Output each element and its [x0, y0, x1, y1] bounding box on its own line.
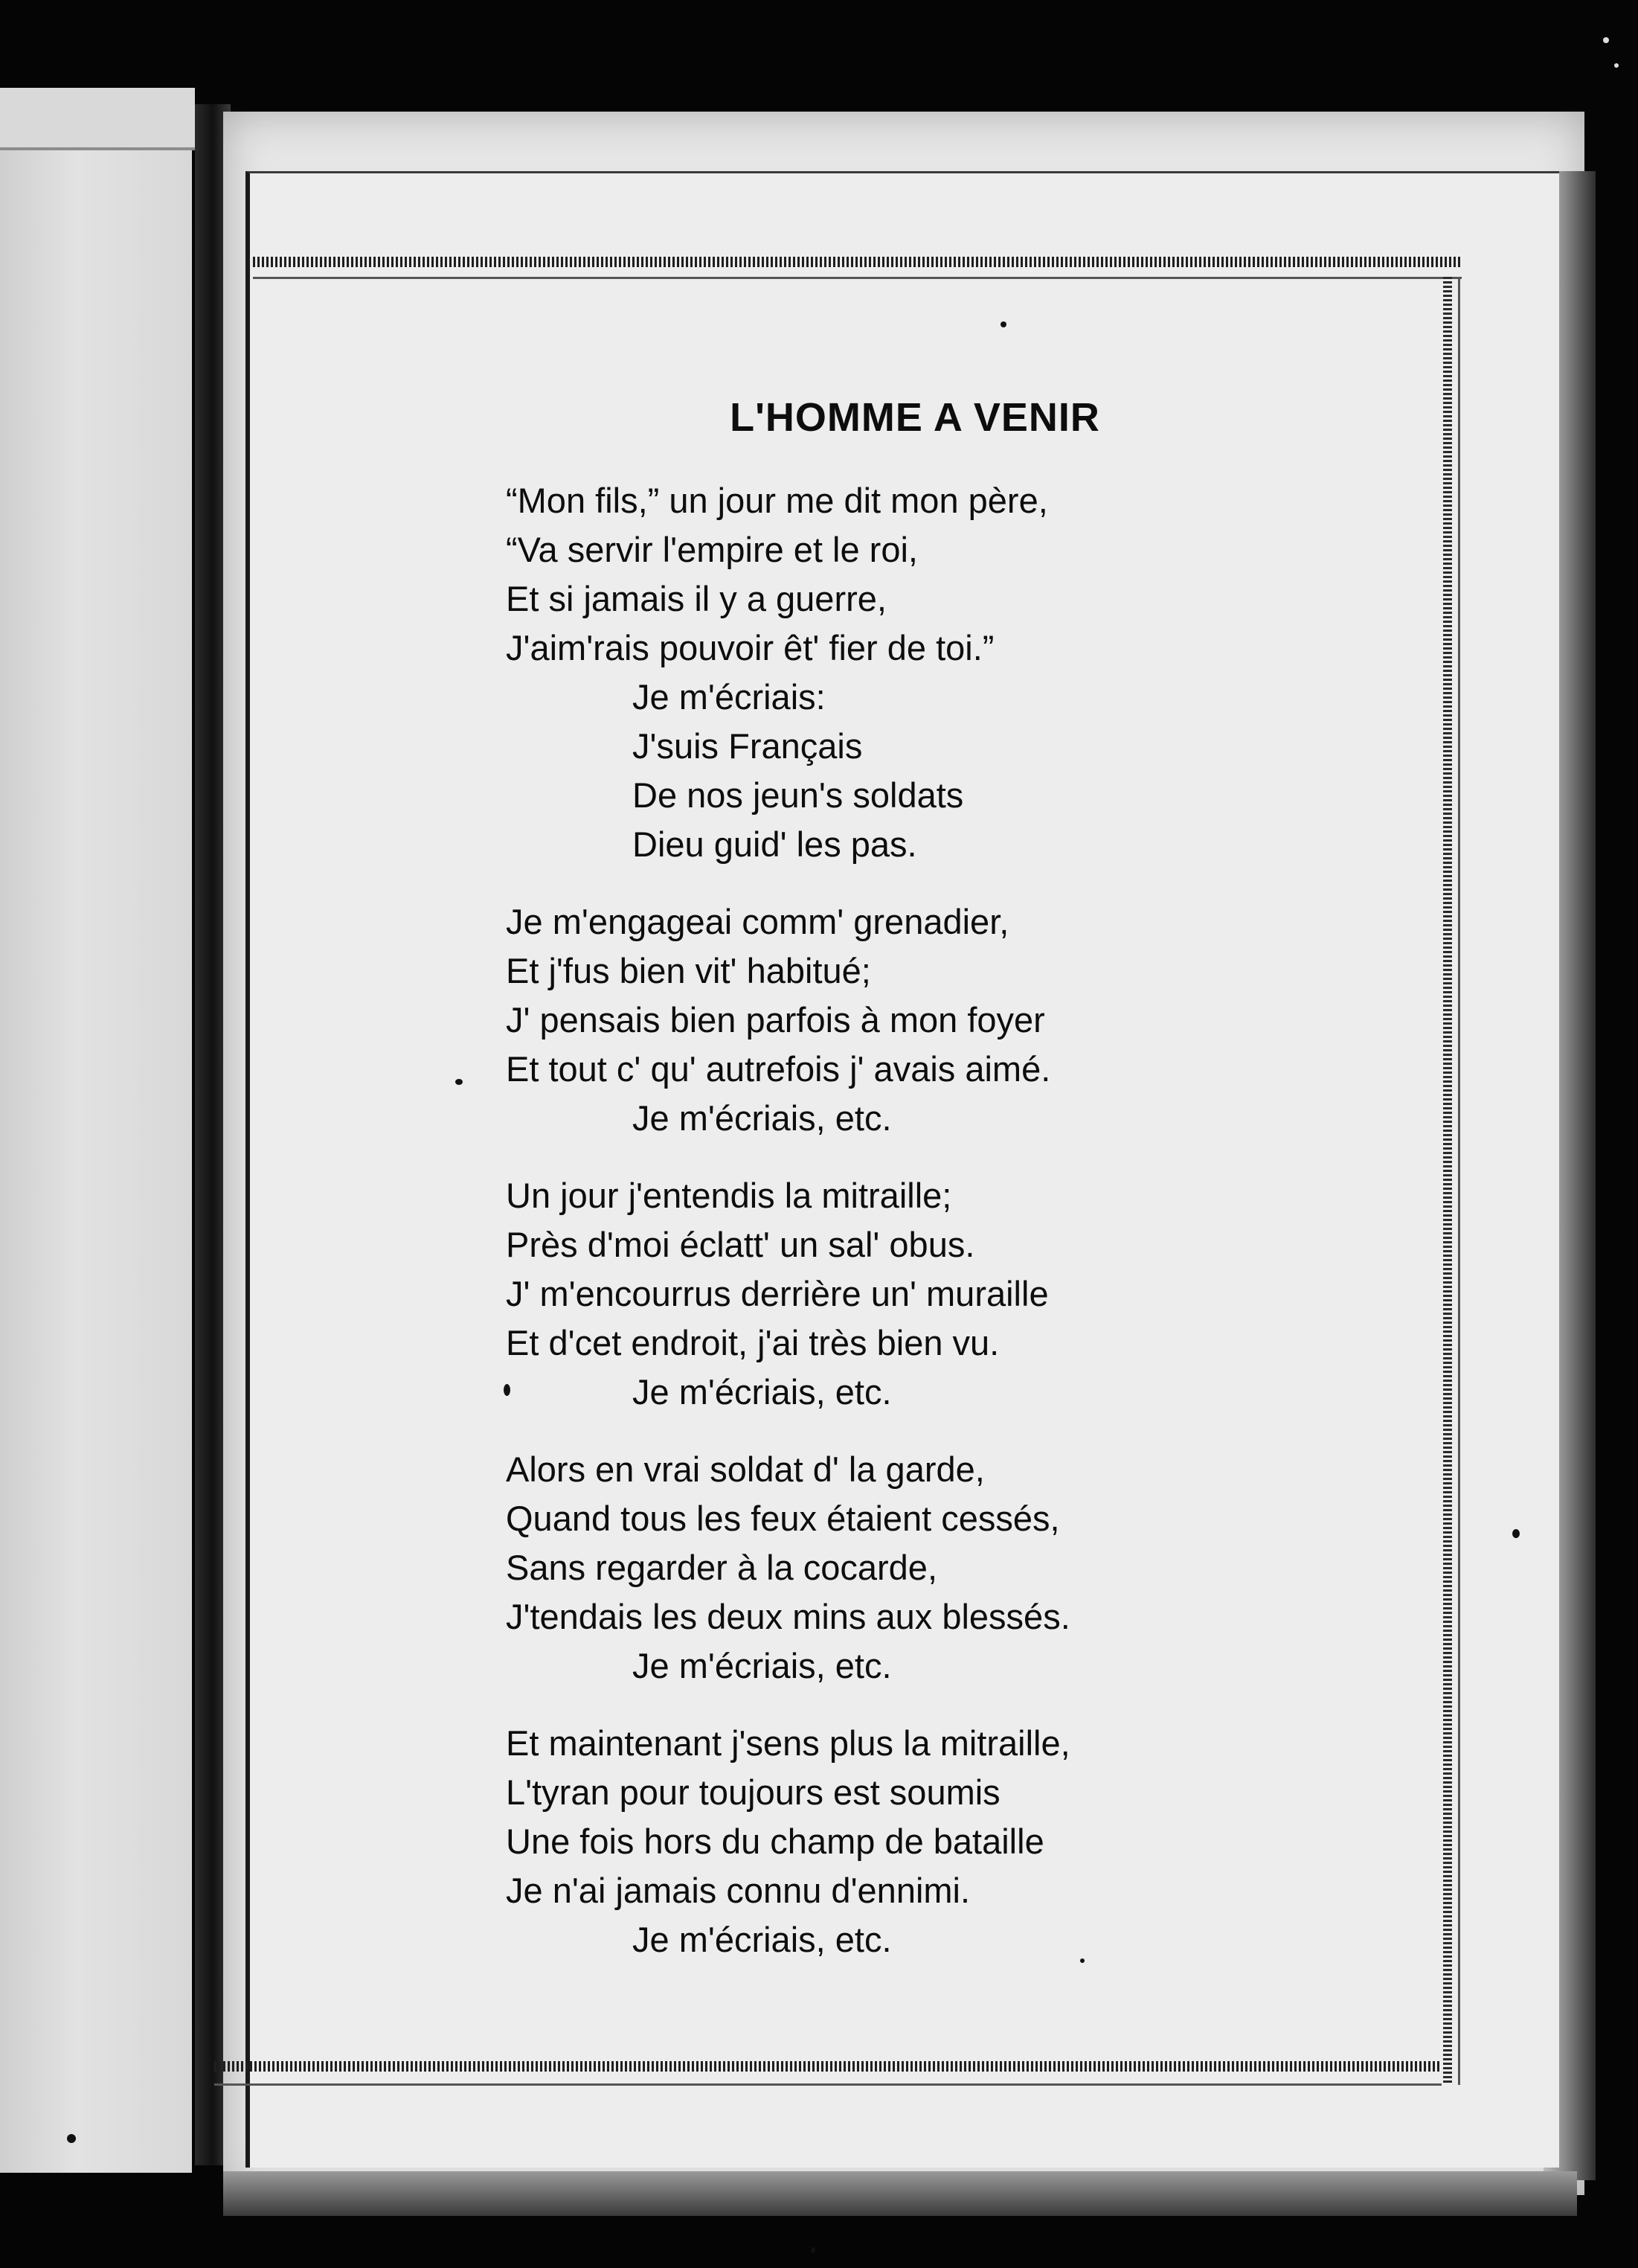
chorus-line: J'suis Français	[632, 726, 863, 766]
stanza-5	[506, 1719, 1398, 1964]
verse-line: J' m'encourrus derrière un' muraille	[506, 1274, 1049, 1313]
verse-line: “Mon fils,” un jour me dit mon père,	[506, 481, 1048, 520]
verse-line: Et d'cet endroit, j'ai très bien vu.	[506, 1323, 1000, 1362]
chorus-line: Je m'écriais, etc.	[632, 1920, 892, 1959]
verse-line: Et si jamais il y a guerre,	[506, 579, 887, 618]
verse-line: J' pensais bien parfois à mon foyer	[506, 1000, 1045, 1040]
verse-line: Un jour j'entendis la mitraille;	[506, 1176, 952, 1215]
verse-line: Et maintenant j'sens plus la mitraille,	[506, 1723, 1070, 1763]
chorus-line: Je m'écriais, etc.	[632, 1646, 892, 1685]
top-ornamental-rule	[253, 257, 1462, 267]
chorus-line: Dieu guid' les pas.	[632, 824, 917, 864]
chorus-line: De nos jeun's soldats	[632, 775, 964, 815]
stanza-1	[506, 476, 1398, 869]
scan-speck	[1614, 63, 1619, 68]
verse-line: Une fois hors du champ de bataille	[506, 1822, 1044, 1861]
stanza-3	[506, 1171, 1398, 1417]
stanza-4	[506, 1445, 1398, 1691]
verse-line: L'tyran pour toujours est soumis	[506, 1772, 1001, 1812]
verse-line: Sans regarder à la cocarde,	[506, 1548, 937, 1587]
chorus-line: Je m'écriais, etc.	[632, 1372, 892, 1412]
verse-line: Quand tous les feux étaient cessés,	[506, 1499, 1060, 1538]
poem-title: L'HOMME A VENIR	[730, 395, 1100, 440]
page-edge-bottom	[223, 2171, 1577, 2216]
right-thin-rule	[1458, 277, 1460, 2085]
bottom-ornamental-rule	[214, 2061, 1442, 2072]
right-ornamental-rule	[1443, 277, 1452, 2085]
scan-speck	[1603, 37, 1609, 43]
scan-speck	[455, 1079, 463, 1085]
verse-line: “Va servir l'empire et le roi,	[506, 530, 918, 569]
chorus-line: Je m'écriais, etc.	[632, 1098, 892, 1138]
scan-speck	[1512, 1529, 1520, 1538]
scan-speck	[67, 2134, 76, 2143]
verse-line: Je m'engageai comm' grenadier,	[506, 902, 1009, 941]
bottom-thin-rule	[214, 2083, 1442, 2086]
left-page-edge	[0, 97, 192, 2173]
verse-line: Près d'moi éclatt' un sal' obus.	[506, 1225, 975, 1264]
left-page-top	[0, 88, 195, 150]
verse-line: Et j'fus bien vit' habitué;	[506, 951, 871, 990]
scan-speck	[811, 2247, 815, 2253]
verse-line: J'aim'rais pouvoir êt' fier de toi.”	[506, 628, 995, 667]
verse-line: J'tendais les deux mins aux blessés.	[506, 1597, 1070, 1636]
chorus-line: Je m'écriais:	[632, 677, 826, 717]
poem-body	[506, 476, 1398, 1993]
stanza-2	[506, 897, 1398, 1143]
verse-line: Et tout c' qu' autrefois j' avais aimé.	[506, 1049, 1051, 1089]
top-thin-rule	[253, 277, 1462, 279]
verse-line: Alors en vrai soldat d' la garde,	[506, 1449, 985, 1489]
scan-speck	[1001, 321, 1006, 327]
verse-line: Je n'ai jamais connu d'ennimi.	[506, 1871, 971, 1910]
